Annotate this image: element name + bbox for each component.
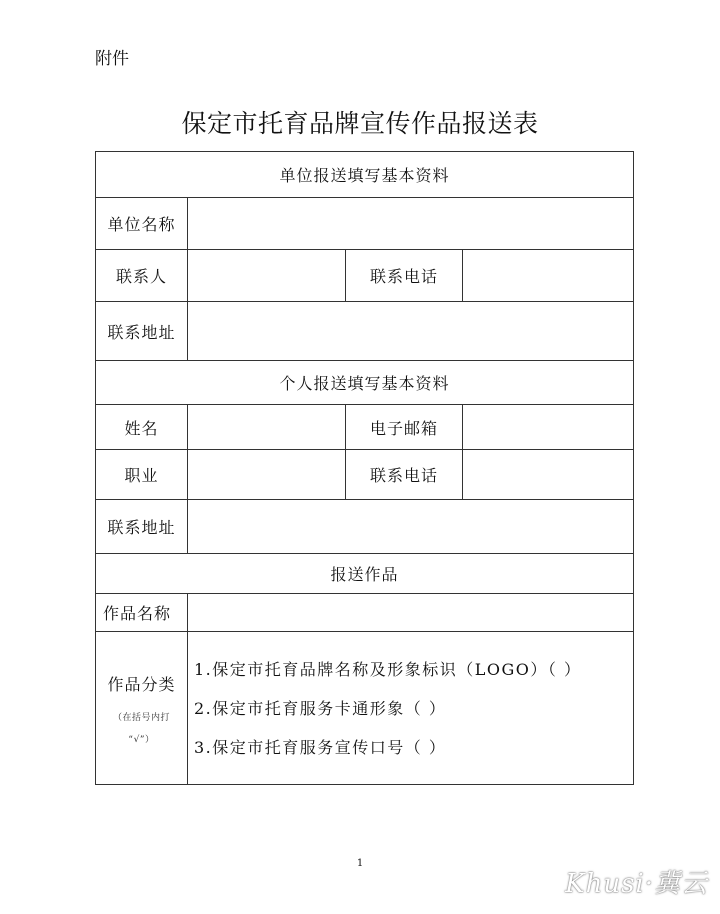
contact-person-field[interactable] <box>188 250 346 302</box>
attachment-label: 附件 <box>95 49 129 69</box>
category-options <box>188 632 634 785</box>
category-hint-line-2: “√”） <box>128 734 155 745</box>
category-option-cartoon[interactable]: 2.保定市托育服务卡通形象（ ） <box>194 699 447 718</box>
contact-person-label: 联系人 <box>96 250 188 302</box>
unit-section-header: 单位报送填写基本资料 <box>96 152 634 198</box>
occupation-label: 职业 <box>96 450 188 500</box>
contact-address-field[interactable] <box>188 302 634 361</box>
watermark-logo: Khusi·冀云 <box>565 869 708 899</box>
email-field[interactable] <box>463 405 634 450</box>
category-option-logo[interactable]: 1.保定市托育品牌名称及形象标识（LOGO）（ ） <box>194 660 582 679</box>
name-label: 姓名 <box>96 405 188 450</box>
category-hint-line-1: （在括号内打 <box>112 712 170 723</box>
personal-section-header: 个人报送填写基本资料 <box>96 361 634 405</box>
work-category-cell <box>96 632 188 785</box>
personal-address-label: 联系地址 <box>96 500 188 554</box>
category-option-slogan[interactable]: 3.保定市托育服务宣传口号（ ） <box>194 738 447 757</box>
contact-address-label: 联系地址 <box>96 302 188 361</box>
page-number: 1 <box>356 858 364 869</box>
email-label: 电子邮箱 <box>346 405 463 450</box>
work-category-label: 作品分类 <box>107 674 176 694</box>
category-hint <box>96 707 187 751</box>
unit-name-label: 单位名称 <box>96 198 188 250</box>
work-name-label: 作品名称 <box>96 594 188 632</box>
personal-address-field[interactable] <box>188 500 634 554</box>
personal-phone-field[interactable] <box>463 450 634 500</box>
contact-phone-label: 联系电话 <box>346 250 463 302</box>
contact-phone-field[interactable] <box>463 250 634 302</box>
occupation-field[interactable] <box>188 450 346 500</box>
document-title: 保定市托育品牌宣传作品报送表 <box>181 109 539 138</box>
works-section-header: 报送作品 <box>96 554 634 594</box>
name-field[interactable] <box>188 405 346 450</box>
work-name-field[interactable] <box>188 594 634 632</box>
personal-phone-label: 联系电话 <box>346 450 463 500</box>
submission-form-table <box>95 151 634 785</box>
unit-name-field[interactable] <box>188 198 634 250</box>
